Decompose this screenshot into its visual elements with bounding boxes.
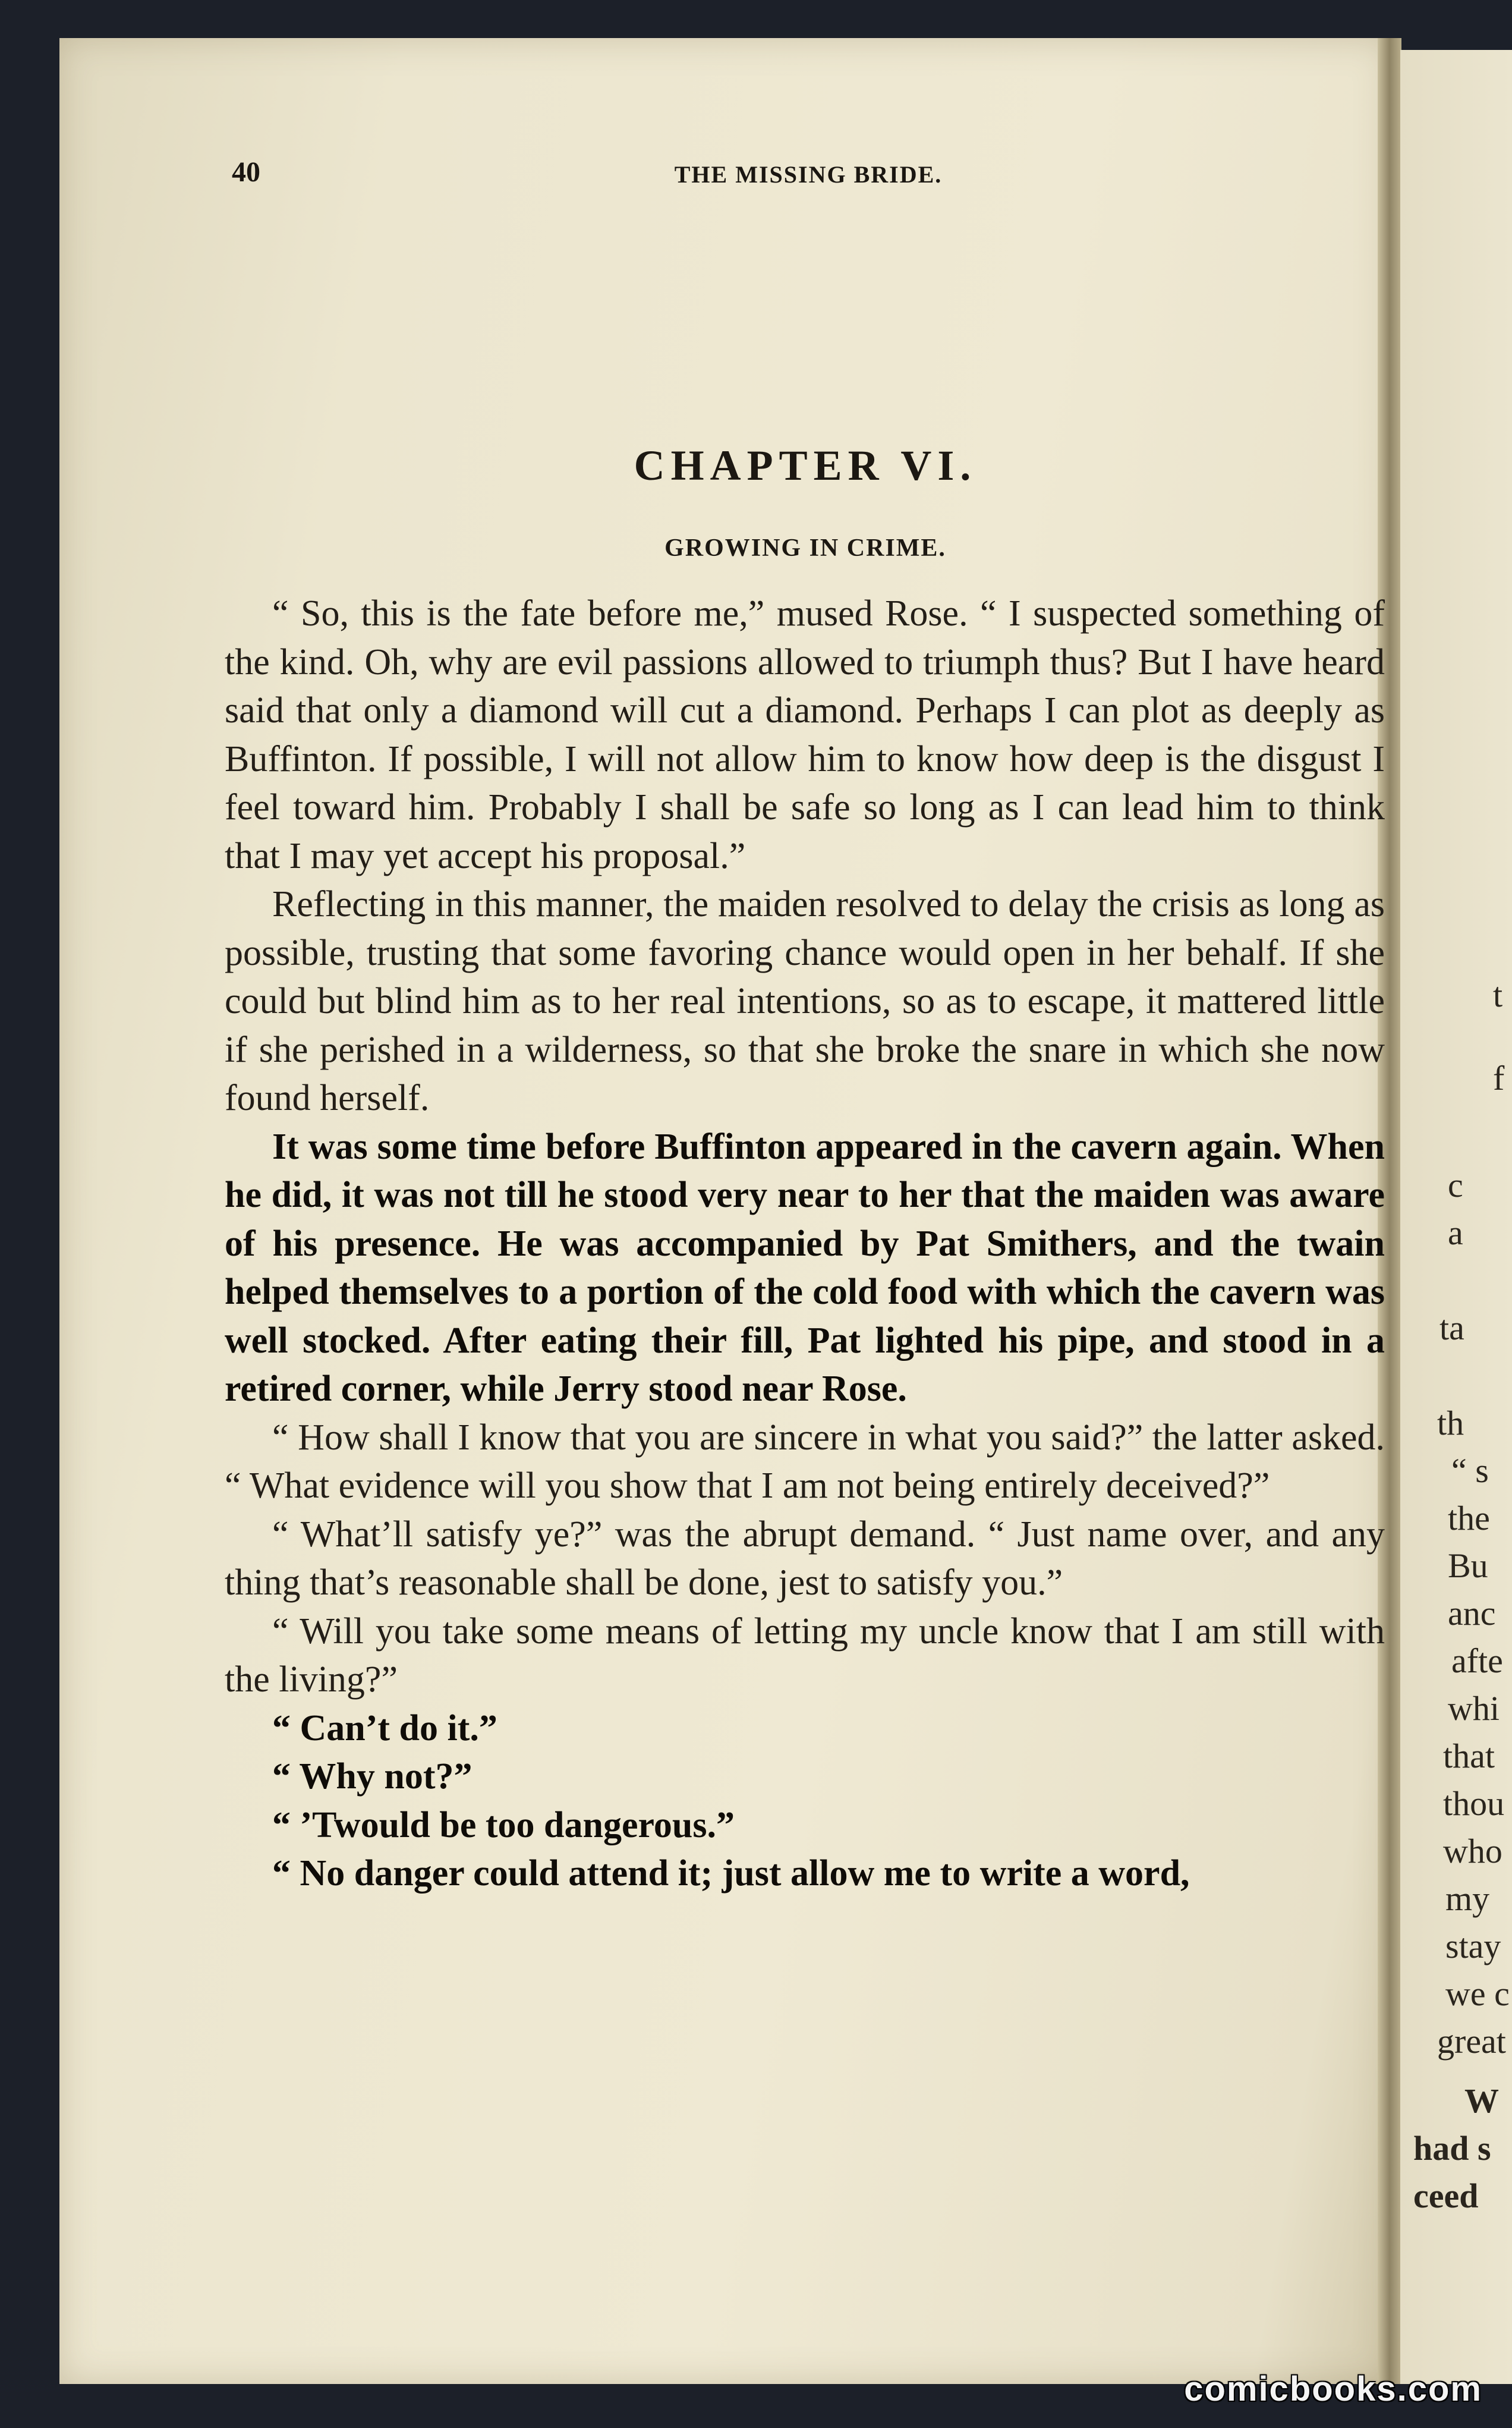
facing-page-fragment: whi [1448, 1689, 1500, 1728]
paragraph: “ So, this is the fate before me,” mused Rose. “ I suspected something of the kind. Oh, why are evil passions allowed to triumph thus? But I have heard said that only a diamond will cut a diamond. Perhaps I can plot as deeply as Buffinton. If possible, I will not allow him to know how deep is the disgust I feel toward him. Probably I shall be safe so long as I can lead him to think that I may yet accept his proposal.” [225, 593, 1385, 876]
facing-page-fragment: stay [1445, 1927, 1501, 1965]
paragraph: Reflecting in this manner, the maiden resolved to delay the crisis as long as possible, trusting that some favoring chance would open in her behalf. If she could but blind him as to her real intentions, so as to escape, it mattered little if she perished in a wilderness, so that she broke the snare in which she now found herself. [225, 884, 1385, 1118]
paragraph: “ ’Twould be too dangerous.” [272, 1804, 735, 1845]
paragraph: “ Can’t do it.” [272, 1707, 497, 1748]
facing-page-fragment: thou [1443, 1784, 1505, 1823]
facing-page-fragment: afte [1451, 1641, 1503, 1680]
paragraph: “ How shall I know that you are sincere in what you said?” the latter asked. “ What evidence will you show that I am not being entirely deceived?” [225, 1417, 1385, 1506]
facing-page-fragment: “ s [1451, 1451, 1489, 1490]
facing-page-fragment: f [1493, 1059, 1505, 1097]
facing-page-fragment: Bu [1448, 1546, 1488, 1585]
facing-page-fragment: who [1443, 1832, 1502, 1870]
right-page-edge [1400, 50, 1512, 2384]
facing-page-fragment: great [1437, 2022, 1506, 2061]
facing-page-fragment: c [1448, 1166, 1463, 1204]
chapter-body [225, 590, 1385, 1898]
paragraph: “ Why not?” [272, 1756, 472, 1797]
paragraph: It was some time before Buffinton appeared in the cavern again. When he did, it was not till he stood very near to her that the maiden was aware of his presence. He was accompanied by Pat Smithers, and the twain helped themselves to a portion of the cold food with which the cavern was well stocked. After eating their fill, Pat lighted his pipe, and stood in a retired corner, while Jerry stood near Rose. [225, 1126, 1385, 1409]
paragraph: “ What’ll satisfy ye?” was the abrupt demand. “ Just name over, and any thing that’s reasonable shall be done, jest to satisfy you.” [225, 1514, 1385, 1603]
facing-page-fragment: a [1448, 1213, 1463, 1252]
chapter-title: CHAPTER VI. [634, 442, 977, 489]
page-header [232, 156, 1385, 197]
facing-page-fragment: the [1448, 1499, 1490, 1537]
facing-page-fragment: my [1445, 1879, 1490, 1918]
chapter-subtitle: GROWING IN CRIME. [664, 534, 946, 562]
facing-page-fragment: th [1437, 1404, 1464, 1442]
facing-page-fragment: had s [1413, 2129, 1491, 2168]
watermark: comicbooks.com [1184, 2370, 1482, 2408]
facing-page-fragment: we c [1445, 1974, 1510, 2013]
page-number: 40 [232, 156, 260, 188]
facing-page-fragment: ceed [1413, 2177, 1479, 2215]
facing-page-fragment: anc [1448, 1594, 1496, 1633]
paragraph: “ Will you take some means of letting my uncle know that I am still with the living?” [225, 1611, 1385, 1700]
facing-page-fragment: that [1443, 1737, 1495, 1775]
facing-page-fragment: ta [1439, 1309, 1464, 1347]
facing-page-fragment: t [1493, 976, 1503, 1014]
running-title: THE MISSING BRIDE. [674, 161, 943, 188]
facing-page-fragment: W [1464, 2081, 1499, 2120]
paragraph: “ No danger could attend it; just allow me to write a word, [272, 1853, 1190, 1894]
